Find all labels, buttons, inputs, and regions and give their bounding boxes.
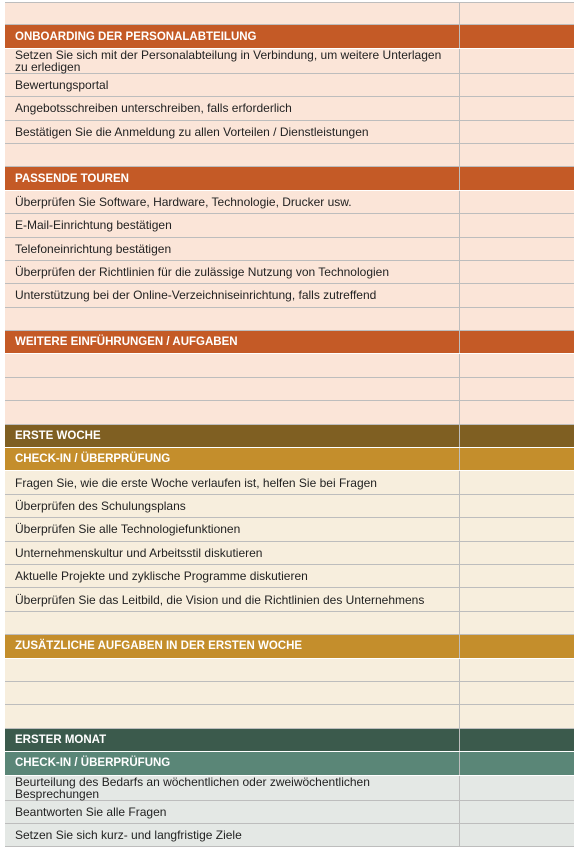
section-header-onboarding: ONBOARDING DER PERSONALABTEILUNG [5,25,574,48]
list-item: E-Mail-Einrichtung bestätigen [5,214,574,237]
blank-row [5,401,574,424]
list-item: Überprüfen des Schulungsplans [5,495,574,518]
list-item: Fragen Sie, wie die erste Woche verlaufen ist, helfen Sie bei Fragen [5,471,574,494]
subheader-check-in: CHECK-IN / ÜBERPRÜFUNG [5,752,574,775]
blank-row [5,682,574,705]
list-item: Bewertungsportal [5,74,574,97]
subheader-check-in: CHECK-IN / ÜBERPRÜFUNG [5,448,574,471]
blank-row [5,144,574,167]
list-item: Überprüfen der Richtlinien für die zulässige Nutzung von Technologien [5,261,574,284]
checklist-table [5,2,574,847]
section-header-zusaetzliche-aufgaben: ZUSÄTZLICHE AUFGABEN IN DER ERSTEN WOCHE [5,635,574,658]
blank-row [5,659,574,682]
list-item: Setzen Sie sich kurz- und langfristige Ziele [5,824,574,847]
blank-row [5,612,574,635]
section-header-erste-woche: ERSTE WOCHE [5,425,574,448]
blank-row [5,378,574,401]
list-item: Überprüfen Sie Software, Hardware, Technologie, Drucker usw. [5,191,574,214]
list-item: Bestätigen Sie die Anmeldung zu allen Vorteilen / Dienstleistungen [5,121,574,144]
section-header-weitere: WEITERE EINFÜHRUNGEN / AUFGABEN [5,331,574,354]
section-header-erster-monat: ERSTER MONAT [5,729,574,752]
list-item: Überprüfen Sie das Leitbild, die Vision und die Richtlinien des Unternehmens [5,588,574,611]
list-item: Überprüfen Sie alle Technologiefunktionen [5,518,574,541]
list-item: Beurteilung des Bedarfs an wöchentlichen oder zweiwöchentlichen Besprechungen [5,776,574,801]
blank-row [5,354,574,377]
section-header-touren: PASSENDE TOUREN [5,167,574,190]
list-item: Aktuelle Projekte und zyklische Programme diskutieren [5,565,574,588]
list-item: Unternehmenskultur und Arbeitsstil diskutieren [5,542,574,565]
blank-row [5,2,574,25]
blank-row [5,705,574,728]
list-item: Setzen Sie sich mit der Personalabteilung in Verbindung, um weitere Unterlagen zu erledigen [5,49,574,74]
list-item: Beantworten Sie alle Fragen [5,801,574,824]
list-item: Unterstützung bei der Online-Verzeichniseinrichtung, falls zutreffend [5,284,574,307]
blank-row [5,308,574,331]
list-item: Telefoneinrichtung bestätigen [5,238,574,261]
list-item: Angebotsschreiben unterschreiben, falls erforderlich [5,97,574,120]
